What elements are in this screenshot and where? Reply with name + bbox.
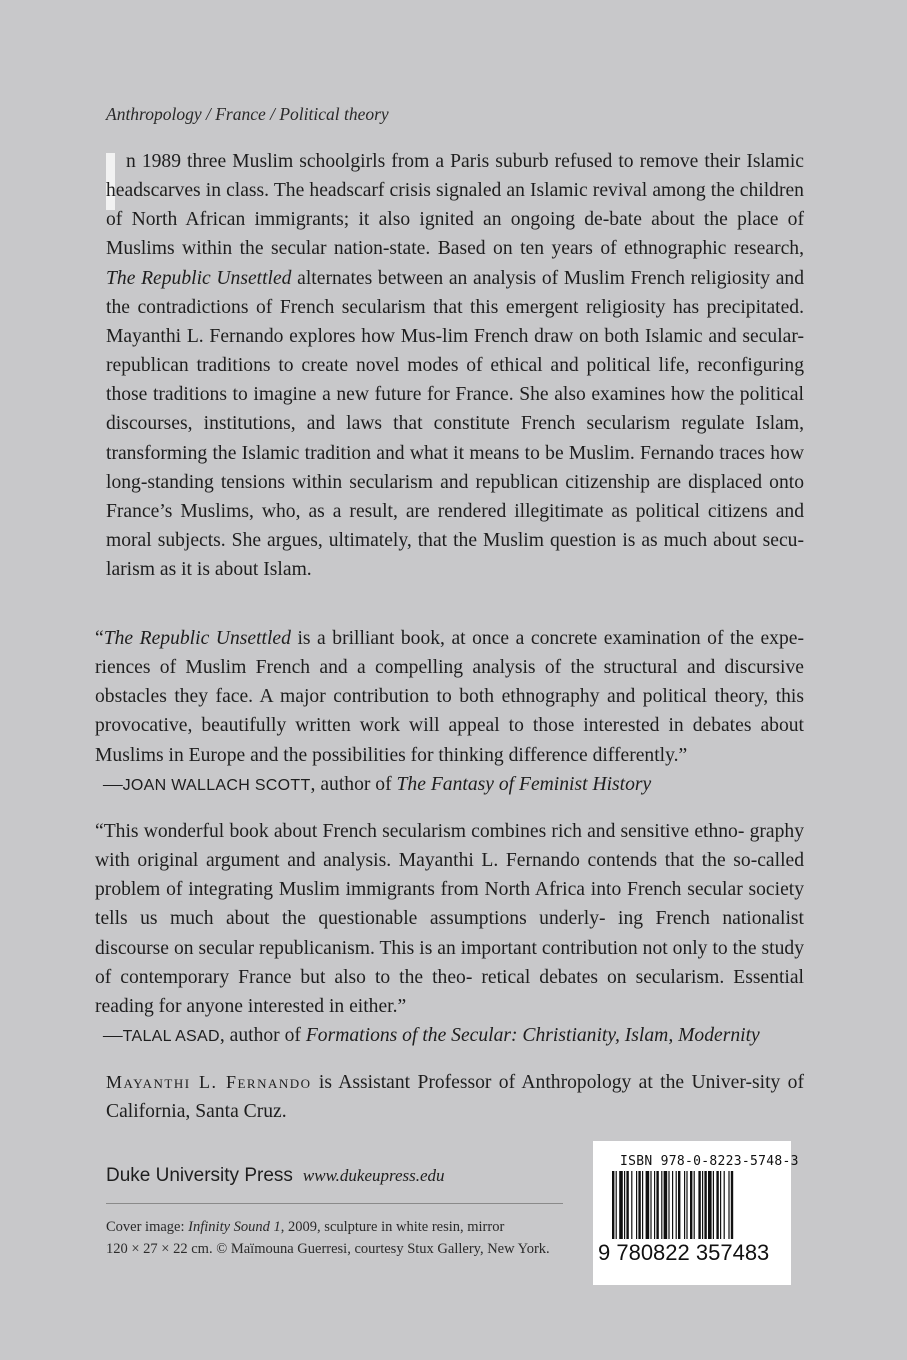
desc-line: future for France. She also examines how the political discourses, institutions, and bbox=[106, 384, 804, 435]
credit-text: , 2009, sculpture in white resin, mirror bbox=[280, 1219, 505, 1235]
barcode-bar bbox=[690, 1171, 692, 1239]
barcode-bar bbox=[716, 1171, 718, 1239]
bio-text: sity of California, Santa Cruz. bbox=[106, 1072, 804, 1123]
barcode-bar bbox=[642, 1171, 643, 1239]
blurb-line: graphy with original argument and analysis. Mayanthi L. Fernando contends that bbox=[95, 821, 804, 872]
desc-line: Muslims, who, as a result, are rendered illegitimate as political citizens and moral bbox=[106, 500, 805, 552]
credit-text: 120 × 27 × 22 cm. © Maïmouna Guerresi, courtesy Stux Gallery, New York. bbox=[106, 1241, 550, 1257]
blurb-line: contribution not only to the study of contemporary France but also to the theo- bbox=[95, 937, 804, 988]
barcode-bar bbox=[631, 1171, 632, 1239]
barcode-bar bbox=[678, 1171, 680, 1239]
barcode-bar bbox=[684, 1171, 685, 1239]
desc-line: Islamic headscarves in class. The headscarf crisis signaled an Islamic revival bbox=[106, 151, 804, 202]
desc-line: of ethnographic research, bbox=[600, 238, 804, 260]
barcode-bar bbox=[661, 1171, 662, 1239]
author-of: , author of bbox=[219, 1025, 306, 1047]
barcode-bar bbox=[720, 1171, 721, 1239]
author-work: The Fantasy of Feminist History bbox=[396, 773, 652, 795]
em-dash: — bbox=[103, 773, 123, 795]
barcode-bar bbox=[694, 1171, 695, 1239]
artwork-title: Infinity Sound 1 bbox=[188, 1219, 281, 1235]
subject-categories: Anthropology / France / Political theory bbox=[106, 104, 389, 124]
barcode-bar bbox=[638, 1171, 640, 1239]
barcode-bar bbox=[650, 1171, 651, 1239]
blurb-line: retical debates on secularism. Essential reading for anyone interested in either.” bbox=[95, 966, 804, 1017]
author-work: Formations of the Secular: Christianity, Islam, Modernity bbox=[305, 1025, 760, 1047]
barcode-bar bbox=[676, 1171, 677, 1239]
blurb-line: riences of Muslim French and a compelling analysis of the structural and discursive bbox=[95, 657, 804, 679]
bio-text: is Assistant Professor of Anthropology at the Univer- bbox=[311, 1072, 753, 1093]
desc-line: lim French draw on both Islamic and secular-republican traditions to create novel bbox=[106, 325, 804, 377]
desc-line: bate about the place of Muslims within the secular nation-state. Based on ten years bbox=[106, 209, 804, 260]
barcode-bar bbox=[656, 1171, 658, 1239]
desc-line: among the children of North African immigrants; it also ignited an ongoing de- bbox=[106, 180, 804, 231]
blurb-line: “This wonderful book about French secularism combines rich and sensitive ethno- bbox=[95, 821, 745, 842]
desc-line: laws that constitute French secularism regulate Islam, transforming the Islamic bbox=[106, 413, 804, 464]
barcode-bar bbox=[702, 1171, 703, 1239]
barcode-bar bbox=[616, 1171, 617, 1239]
barcode-bar bbox=[664, 1171, 668, 1239]
book-description bbox=[106, 147, 804, 584]
barcode-bar bbox=[686, 1171, 687, 1239]
desc-line: modes of ethical and political life, reconfiguring those traditions to imagine a new bbox=[106, 355, 804, 406]
barcode-bar bbox=[672, 1171, 673, 1239]
barcode-bar bbox=[668, 1171, 669, 1239]
desc-line: alternates between an analysis of bbox=[291, 267, 559, 289]
barcode-bar bbox=[619, 1171, 623, 1239]
isbn-label: ISBN 978-0-8223-5748-3 bbox=[620, 1154, 799, 1169]
barcode-bar bbox=[646, 1171, 650, 1239]
barcode-bars bbox=[612, 1171, 782, 1245]
blurb-attribution bbox=[95, 770, 804, 800]
blurb-author: TALAL ASAD bbox=[122, 1028, 220, 1046]
barcode-bar bbox=[698, 1171, 700, 1239]
desc-line: n 1989 three Muslim schoolgirls from a Paris suburb refused to remove their bbox=[126, 151, 741, 172]
barcode-bar bbox=[731, 1171, 733, 1239]
blurb-line: the so-called problem of integrating Muslim immigrants from North Africa into bbox=[95, 850, 805, 901]
blurb-asad bbox=[95, 817, 804, 1051]
em-dash: — bbox=[103, 1025, 123, 1047]
bio-author-name: Mayanthi L. Fernando bbox=[106, 1072, 312, 1092]
author-bio bbox=[106, 1068, 804, 1126]
credit-prefix: Cover image: bbox=[106, 1219, 189, 1235]
barcode-bar bbox=[708, 1171, 712, 1239]
blurb-line: about Muslims in Europe and the possibilities for thinking difference differently.” bbox=[95, 715, 804, 766]
desc-line: tradition and what it means to be Muslim. Fernando traces how long-standing bbox=[106, 442, 804, 493]
desc-line: tensions within secularism and republican citizenship are displaced onto France’s bbox=[106, 471, 804, 522]
blurb-line: obstacles they face. A major contribution to both ethnography and political theory, bbox=[95, 686, 769, 708]
barcode-bar bbox=[612, 1171, 614, 1239]
barcode-bar bbox=[636, 1171, 637, 1239]
blurb-line: this provocative, beautifully written work will appeal to those interested in debates bbox=[95, 686, 804, 737]
book-title: The Republic Unsettled bbox=[106, 267, 292, 289]
author-of: , author of bbox=[310, 773, 397, 795]
desc-line: larism as it is about Islam. bbox=[106, 559, 312, 581]
barcode-bar bbox=[654, 1171, 655, 1239]
barcode-bar bbox=[713, 1171, 714, 1239]
publisher-line bbox=[106, 1165, 445, 1187]
barcode-bar bbox=[624, 1171, 625, 1239]
blurb-line: is a brilliant book, at once a concrete examination of the expe- bbox=[290, 628, 805, 649]
publisher-name: Duke University Press bbox=[106, 1165, 293, 1186]
quote-mark: “ bbox=[95, 628, 104, 649]
desc-line: emergent religiosity has precipitated. Mayanthi L. Fernando explores how Mus- bbox=[106, 296, 804, 347]
desc-line: subjects. She argues, ultimately, that the Muslim question is as much about secu- bbox=[157, 530, 804, 552]
blurb-attribution bbox=[95, 1021, 804, 1051]
barcode-bar bbox=[626, 1171, 628, 1239]
blurb-line: French secular society tells us much about the questionable assumptions underly- bbox=[95, 879, 805, 930]
blurb-scott bbox=[95, 624, 804, 800]
blurb-author: JOAN WALLACH SCOTT bbox=[122, 776, 311, 794]
blurb-book-title: The Republic Unsettled bbox=[103, 628, 291, 649]
desc-line: Muslim French religiosity and the contradictions of French secularism that this bbox=[106, 267, 805, 318]
blurb-line: ing French nationalist discourse on secular republicanism. This is an important bbox=[95, 908, 804, 959]
cover-credit bbox=[106, 1216, 576, 1260]
barcode-bar bbox=[704, 1171, 706, 1239]
barcode-bar bbox=[724, 1171, 725, 1239]
divider bbox=[106, 1203, 563, 1204]
barcode-digits: 9 780822 357483 bbox=[598, 1240, 770, 1265]
publisher-url: www.dukeupress.edu bbox=[302, 1166, 445, 1185]
barcode-bar bbox=[728, 1171, 729, 1239]
